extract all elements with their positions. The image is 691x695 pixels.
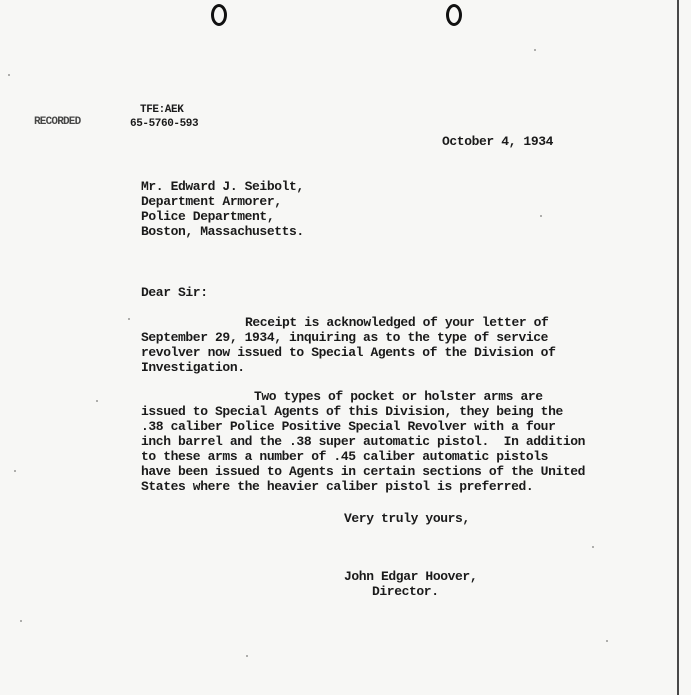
addressee-line: Police Department, [141,209,275,224]
closing: Very truly yours, [344,511,470,526]
scan-speck [20,620,22,622]
letter-date: October 4, 1934 [442,134,554,149]
paragraph-line: inch barrel and the .38 super automatic pistol. In addition [141,434,586,449]
paragraph-line: September 29, 1934, inquiring as to the type of service [141,330,549,345]
scan-speck [540,215,542,217]
paragraph-line: Receipt is acknowledged of your letter of [245,315,549,330]
salutation: Dear Sir: [141,285,208,300]
file-initials: TFE:AEK [140,104,184,116]
scan-speck [96,400,98,402]
punch-hole-left [211,4,227,26]
scan-speck [534,49,536,51]
page-edge-line [677,0,679,695]
paragraph-line: to these arms a number of .45 caliber automatic pistols [141,449,549,464]
scan-speck [592,546,594,548]
scan-speck [128,318,130,320]
paragraph-line: Two types of pocket or holster arms are [254,389,543,404]
addressee-line: Department Armorer, [141,194,282,209]
scan-speck [14,470,16,472]
signature-name: John Edgar Hoover, [344,569,478,584]
scan-speck [606,640,608,642]
paragraph-line: .38 caliber Police Positive Special Revolver with a four [141,419,556,434]
paragraph-line: revolver now issued to Special Agents of the Division of [141,345,556,360]
addressee-line: Boston, Massachusetts. [141,224,304,239]
punch-hole-right [446,4,462,26]
paragraph-line: Investigation. [141,360,245,375]
scan-speck [246,655,248,657]
paragraph-line: issued to Special Agents of this Division, they being the [141,404,563,419]
recorded-stamp: RECORDED [34,116,81,128]
file-number: 65-5760-593 [130,118,199,130]
addressee-line: Mr. Edward J. Seibolt, [141,179,304,194]
signature-title: Director. [372,584,439,599]
paragraph-line: have been issued to Agents in certain sections of the United [141,464,586,479]
paragraph-line: States where the heavier caliber pistol is preferred. [141,479,534,494]
scan-speck [8,74,10,76]
